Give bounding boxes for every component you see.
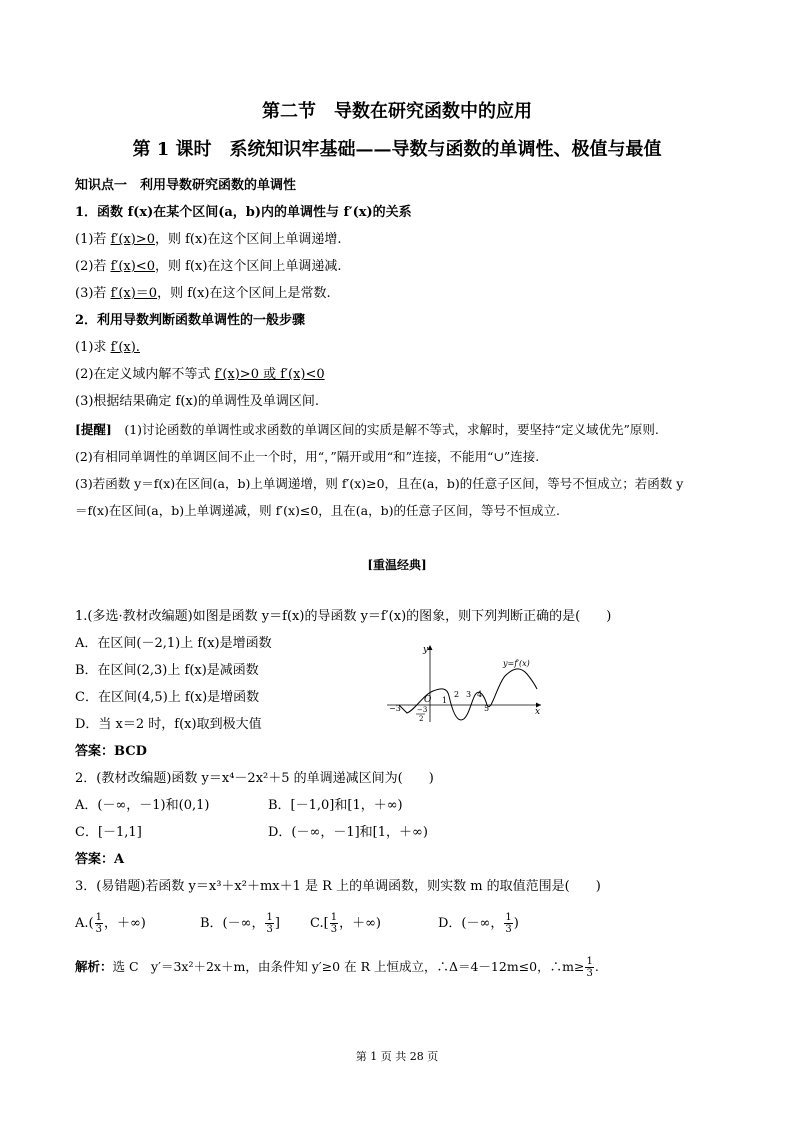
subheading-1: 1．函数 f(x)在某个区间(a，b)内的单调性与 f′(x)的关系	[75, 205, 412, 220]
question-1-option-c: C．在区间(4,5)上 f(x)是增函数	[75, 690, 260, 705]
question-3-option-b: B．(－∞， $\frac{1}{3}$ ]	[200, 912, 280, 935]
tip-2: (2)有相同单调性的单调区间不止一个时，用“，”隔开或用“和”连接，不能用“∪”连接.	[75, 449, 540, 464]
blank-answer: f′(x)>0 或 f′(x)<0	[214, 367, 325, 382]
tip-4: ＝f(x)在区间(a，b)上单调递减，则 f′(x)≤0，且在(a，b)的任意子区间，等号不恒成立.	[75, 503, 560, 518]
rule-1: (1)若 f′(x)>0，则 f(x)在这个区间上单调递增.	[75, 232, 342, 247]
y-axis-label: y	[423, 645, 429, 655]
solution-label: 解析：	[75, 959, 113, 974]
knowledge-point-heading: 知识点一 利用导数研究函数的单调性	[75, 178, 297, 193]
tick-label: 5	[484, 704, 490, 713]
question-3: 3．(易错题)若函数 y＝x³＋x²＋mx＋1 是 R 上的单调函数，则实数 m 的取值范围是( )	[75, 879, 601, 894]
rule-3: (3)若 f′(x)＝0，则 f(x)在这个区间上是常数.	[75, 286, 331, 301]
blank-answer: f′(x)<0	[110, 259, 155, 274]
subheading-2: 2．利用导数判断函数单调性的一般步骤	[75, 313, 306, 328]
tick-label: 4	[477, 690, 483, 699]
tick-label: 1	[442, 696, 448, 705]
question-2-option-b: B．[－1,0]和[1，＋∞)	[268, 798, 403, 813]
step-3: (3)根据结果确定 f(x)的单调性及单调区间.	[75, 394, 319, 409]
section-title: 第二节 导数在研究函数中的应用	[262, 101, 532, 122]
question-2-option-a: A．(－∞，－1)和(0,1)	[75, 798, 210, 813]
question-2-option-d: D．(－∞，－1]和[1，＋∞)	[268, 825, 428, 840]
fraction: $\frac{1}{3}$	[95, 912, 102, 935]
rule-2: (2)若 f′(x)<0，则 f(x)在这个区间上单调递减.	[75, 259, 342, 274]
blank-answer: f′(x)>0	[110, 232, 155, 247]
tip-label: [提醒]	[75, 422, 112, 437]
step-1: (1)求 f′(x).	[75, 340, 140, 355]
step-2: (2)在定义域内解不等式 f′(x)>0 或 f′(x)<0	[75, 367, 325, 382]
question-1-option-d: D．当 x＝2 时，f(x)取到极大值	[75, 717, 262, 732]
fraction: $\frac{1}{3}$	[266, 912, 273, 935]
fraction: $\frac{1}{3}$	[505, 912, 512, 935]
derivative-graph	[385, 640, 545, 725]
answer-1: 答案：BCD	[75, 744, 147, 759]
classic-heading: [重温经典]	[367, 558, 427, 572]
blank-answer: f′(x).	[110, 340, 140, 355]
question-3-option-d: D．(－∞， $\frac{1}{3}$ )	[438, 912, 519, 935]
answer-2: 答案：A	[75, 852, 125, 867]
tick-label-denominator: 2	[419, 715, 424, 723]
y-axis-arrow	[428, 645, 433, 650]
tick-label: 2	[454, 690, 460, 699]
solution-3: 解析：选 C y′＝3x²＋2x＋m，由条件知 y′≥0 在 R 上恒成立，∴Δ＝4－12m≤0，∴m≥ $\frac{1}{3}$ .	[75, 956, 599, 979]
tick-label: 3	[466, 690, 472, 699]
fraction: $\frac{1}{3}$	[586, 956, 593, 979]
question-3-option-c: C.[ $\frac{1}{3}$ ，＋∞)	[310, 912, 381, 935]
tip-1: [提醒] (1)讨论函数的单调性或求函数的单调区间的实质是解不等式，求解时，要坚持“定义域优先”原则.	[75, 422, 659, 437]
question-1-option-b: B．在区间(2,3)上 f(x)是减函数	[75, 663, 259, 678]
question-1: 1.(多选·教材改编题)如图是函数 y＝f(x)的导函数 y＝f′(x)的图象，则下列判断正确的是( )	[75, 609, 612, 624]
origin-label: O	[424, 695, 432, 705]
question-1-option-a: A．在区间(－2,1)上 f(x)是增函数	[75, 636, 272, 651]
answer-label: 答案：	[75, 852, 115, 867]
lesson-title: 第 1 课时 系统知识牢基础——导数与函数的单调性、极值与最值	[132, 139, 662, 160]
question-2-option-c: C．[－1,1]	[75, 825, 142, 840]
tick-label: −3	[389, 704, 401, 713]
page-footer: 第 1 页 共 28 页	[355, 1050, 439, 1063]
answer-label: 答案：	[75, 744, 115, 759]
tip-3: (3)若函数 y＝f(x)在区间(a，b)上单调递增，则 f′(x)≥0，且在(a，b)的任意子区间，等号不恒成立；若函数 y	[75, 476, 684, 491]
x-axis-label: x	[535, 707, 541, 717]
question-2: 2．(教材改编题)函数 y＝x⁴－2x²＋5 的单调递减区间为( )	[75, 771, 434, 786]
blank-answer: f′(x)＝0	[110, 286, 158, 301]
tick-label-numerator: −3	[417, 706, 428, 714]
fraction: $\frac{1}{3}$	[330, 912, 338, 935]
question-3-option-a: A.( $\frac{1}{3}$ ，＋∞)	[75, 912, 146, 935]
curve-label: y=f′(x)	[503, 659, 530, 668]
